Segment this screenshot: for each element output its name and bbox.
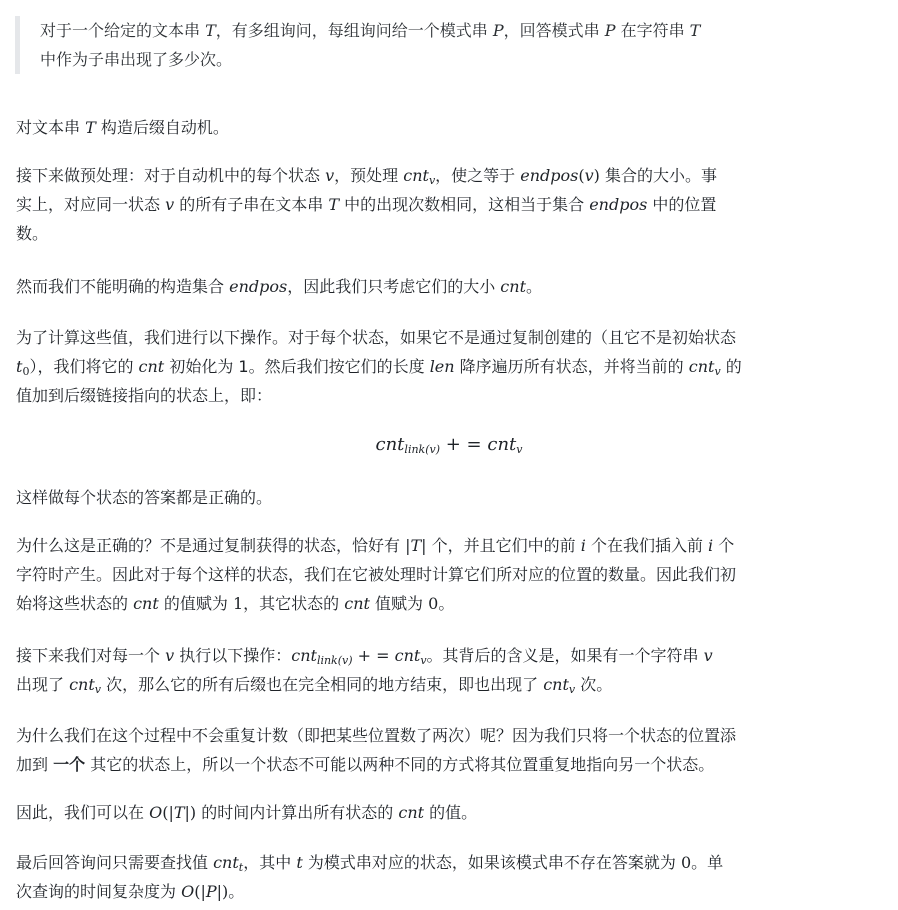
paragraph-answer-query: 最后回答询问只需要查找值 cnt$_t$，其中 t 为模式串对应的状态，如果该模式串不存在答案就为 0。单 次查询的时间复杂度为 O(|P|)。 xyxy=(16,853,724,901)
paragraph-compute-cnt: 为了计算这些值，我们进行以下操作。对于每个状态，如果它不是通过复制创建的（且它不是初始状态 $t_0$），我们将它的 cnt 初始化为 1。然后我们按它们的长度 len 降序遍历所有状态，并将当前的 cnt$_v$ 的 值加到后缀链接指向的状态上，即： xyxy=(16,328,742,405)
paragraph-propagate: 接下来我们对每一个 v 执行以下操作：cnt$_{link(v)}$ + = cnt$_v$。其背后的含义是，如果有一个字符串 v 出现了 cnt$_v$ 次，那么它的所有后缀也在完全相同的地方结束，即也出现了 cnt$_v$ 次。 xyxy=(16,646,713,696)
paragraph-build-automaton: 对文本串 T 构造后缀自动机。 xyxy=(16,118,229,137)
paragraph-correct: 这样做每个状态的答案都是正确的。 xyxy=(16,488,273,507)
paragraph-no-double-count: 为什么我们在这个过程中不会重复计数（即把某些位置数了两次）呢？因为我们只将一个状态的位置添 加到 一个 其它的状态上，所以一个状态不可能以两种不同的方式将其位置重复地指向另一个状态。 xyxy=(16,726,737,774)
paragraph-why-correct: 为什么这是正确的？不是通过复制获得的状态，恰好有 |T| 个，并且它们中的前 i 个在我们插入前 i 个 字符时产生。因此对于每个这样的状态，我们在它被处理时计算它们所对应的位置的数量。因此我们初 始将这些状态的 cnt 的值赋为 1，其它状态的 cnt 值赋为 0。 xyxy=(16,536,737,613)
paragraph-preprocess: 接下来做预处理：对于自动机中的每个状态 v，预处理 cnt$_v$，使之等于 endpos(v) 集合的大小。事 实上，对应同一状态 v 的所有子串在文本串 T 中的出现次数相同，这相当于集合 endpos 中的位置 数。 xyxy=(16,166,717,243)
display-formula: cnt$_{link(v)}$ + = cnt$_v$ xyxy=(375,434,523,456)
quote-line-2: 中作为子串出现了多少次。 xyxy=(40,50,233,69)
quote-line-1: 对于一个给定的文本串 T，有多组询问，每组询问给一个模式串 P，回答模式串 P 在字符串 T xyxy=(40,21,701,40)
paragraph-complexity: 因此，我们可以在 O(|T|) 的时间内计算出所有状态的 cnt 的值。 xyxy=(16,803,478,822)
problem-blockquote xyxy=(15,16,898,74)
paragraph-endpos-size: 然而我们不能明确的构造集合 endpos，因此我们只考虑它们的大小 cnt。 xyxy=(16,277,543,296)
emphasis-one: 一个 xyxy=(53,755,86,774)
